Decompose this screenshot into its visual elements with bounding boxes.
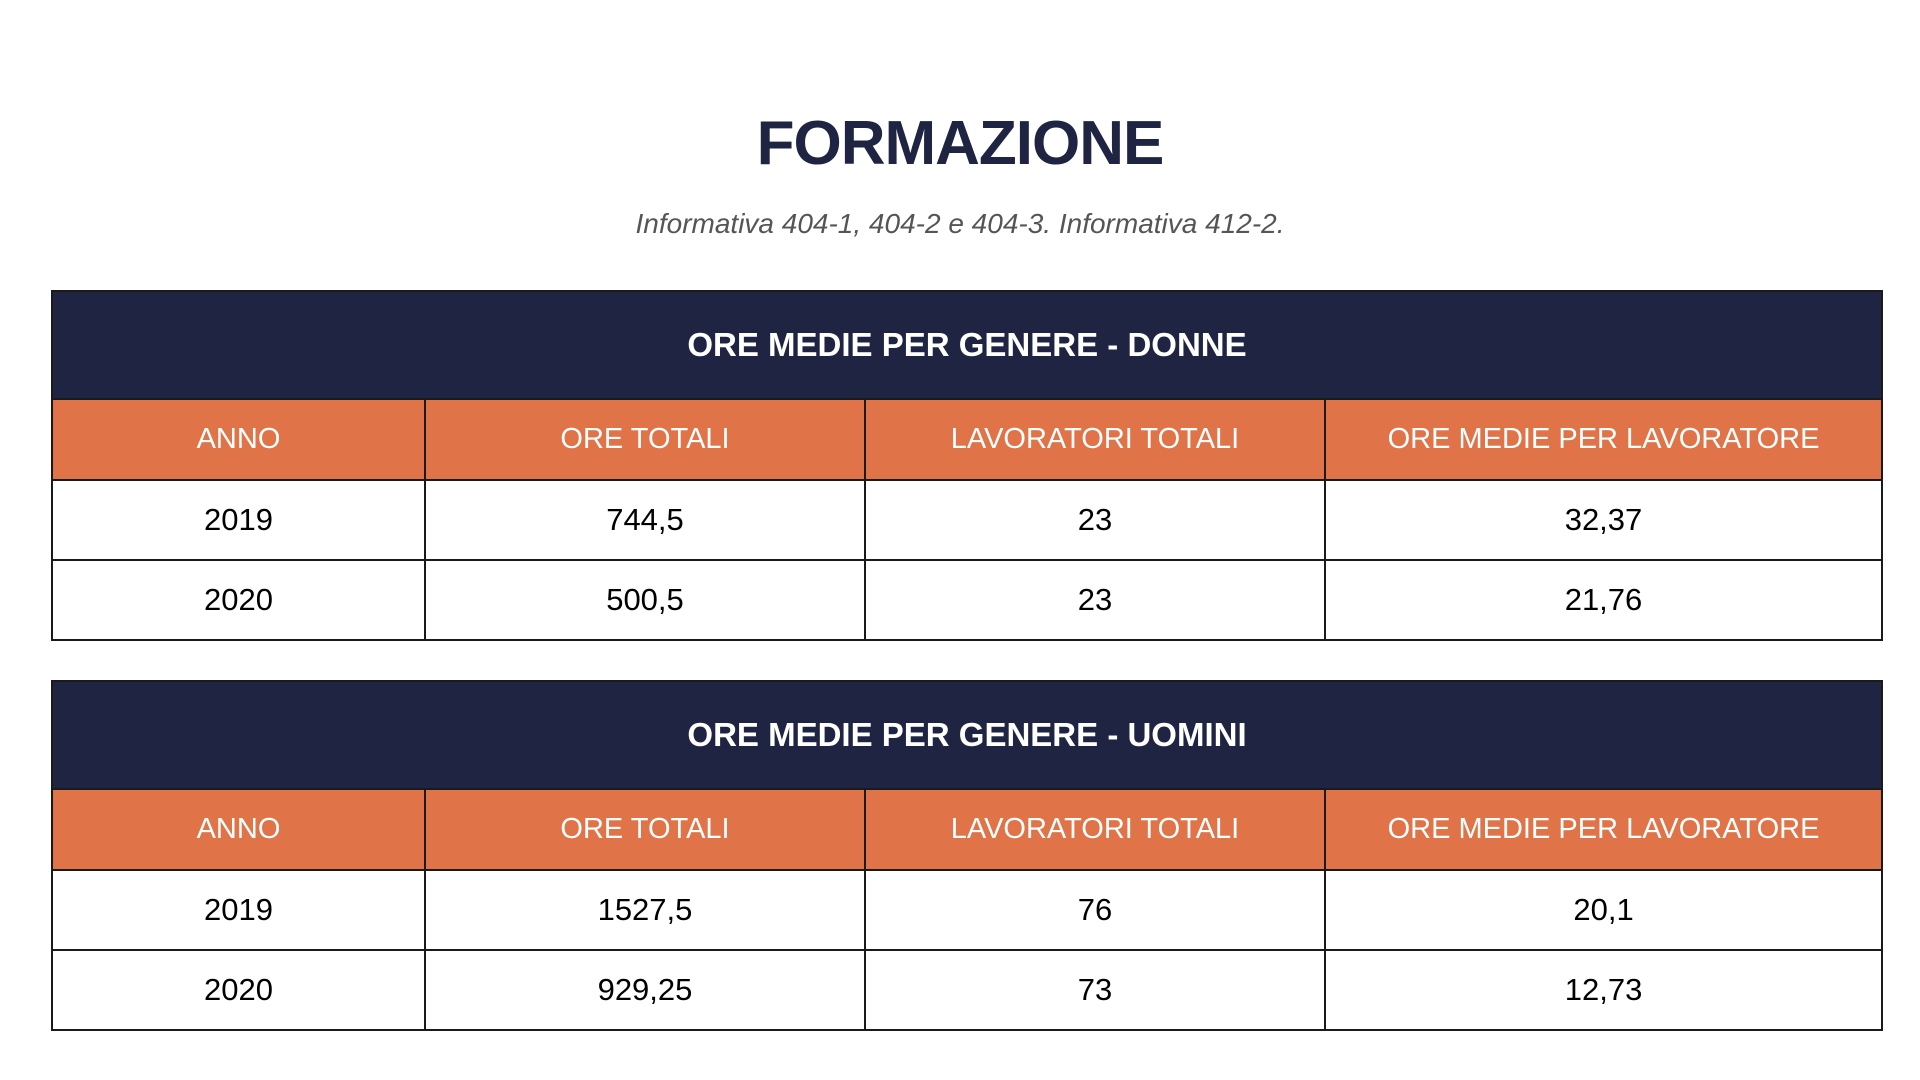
column-header-ore-totali: ORE TOTALI: [425, 399, 865, 480]
table-row: [52, 560, 1882, 640]
column-header-ore-medie: ORE MEDIE PER LAVORATORE: [1325, 399, 1882, 480]
column-header-ore-totali: ORE TOTALI: [425, 789, 865, 870]
table-title-row: [52, 291, 1882, 399]
table-title: ORE MEDIE PER GENERE - DONNE: [52, 291, 1882, 399]
table-title-row: [52, 681, 1882, 789]
column-header-anno: ANNO: [52, 399, 425, 480]
cell-lavoratori-totali: 23: [865, 480, 1325, 560]
table-title: ORE MEDIE PER GENERE - UOMINI: [52, 681, 1882, 789]
column-header-lavoratori-totali: LAVORATORI TOTALI: [865, 789, 1325, 870]
cell-lavoratori-totali: 76: [865, 870, 1325, 950]
page-subtitle: Informativa 404-1, 404-2 e 404-3. Informativa 412-2.: [635, 208, 1285, 239]
table-row: [52, 950, 1882, 1030]
cell-ore-totali: 500,5: [425, 560, 865, 640]
cell-anno: 2020: [52, 560, 425, 640]
cell-ore-medie: 20,1: [1325, 870, 1882, 950]
column-header-lavoratori-totali: LAVORATORI TOTALI: [865, 399, 1325, 480]
table-header-row: [52, 399, 1882, 480]
column-header-anno: ANNO: [52, 789, 425, 870]
column-header-ore-medie: ORE MEDIE PER LAVORATORE: [1325, 789, 1882, 870]
cell-anno: 2020: [52, 950, 425, 1030]
table-row: [52, 480, 1882, 560]
cell-lavoratori-totali: 73: [865, 950, 1325, 1030]
table-donne: [51, 290, 1883, 641]
table-row: [52, 870, 1882, 950]
cell-ore-totali: 1527,5: [425, 870, 865, 950]
table-header-row: [52, 789, 1882, 870]
cell-ore-totali: 744,5: [425, 480, 865, 560]
cell-ore-totali: 929,25: [425, 950, 865, 1030]
cell-anno: 2019: [52, 870, 425, 950]
page-title: FORMAZIONE: [756, 109, 1164, 178]
cell-ore-medie: 32,37: [1325, 480, 1882, 560]
cell-ore-medie: 21,76: [1325, 560, 1882, 640]
cell-lavoratori-totali: 23: [865, 560, 1325, 640]
cell-anno: 2019: [52, 480, 425, 560]
cell-ore-medie: 12,73: [1325, 950, 1882, 1030]
table-uomini: [51, 680, 1883, 1031]
